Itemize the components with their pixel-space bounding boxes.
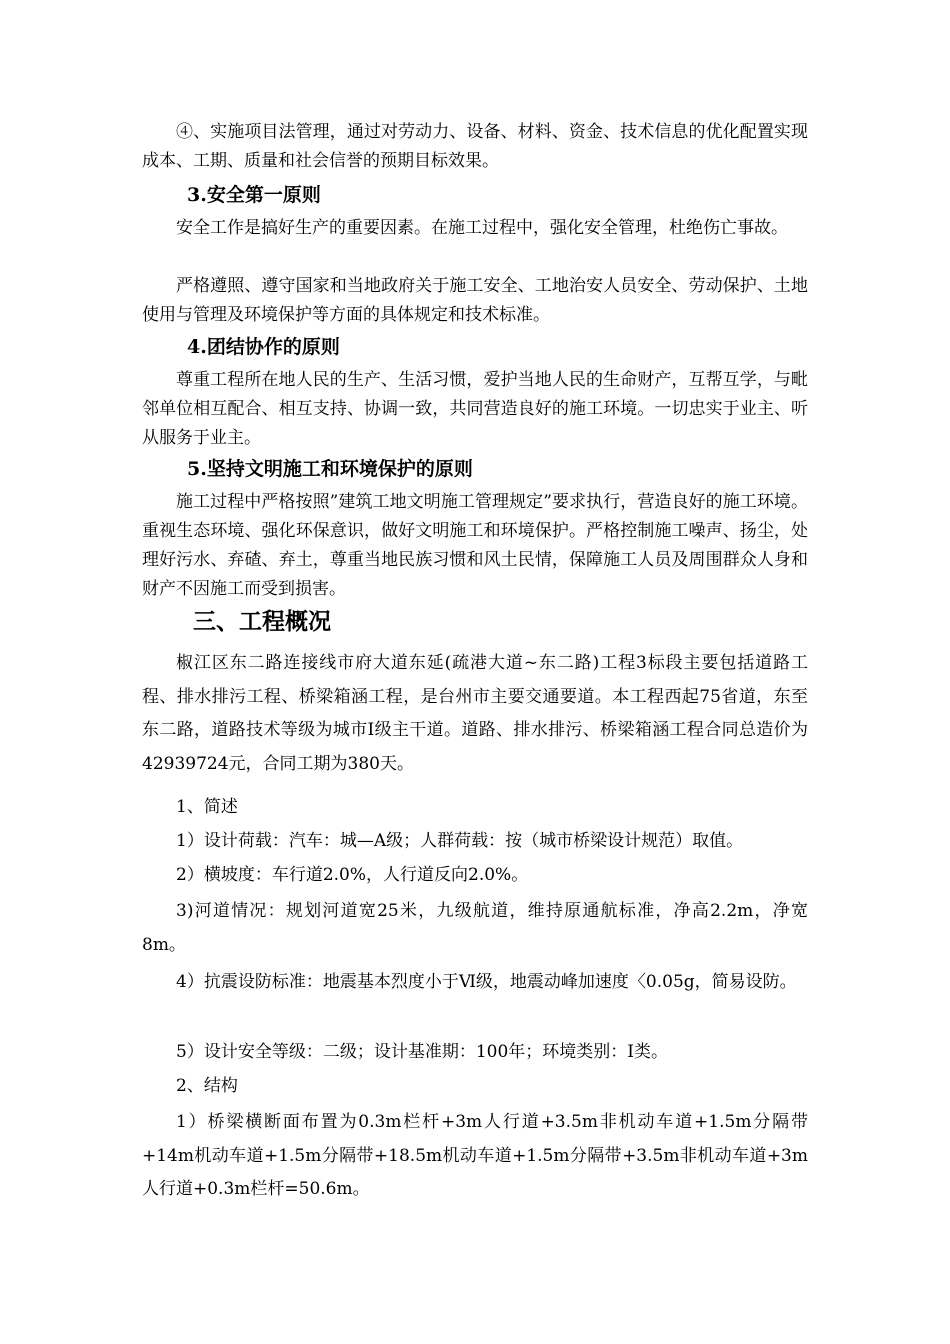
paragraph-seismic-standard: 4）抗震设防标准：地震基本烈度小于Ⅵ级，地震动峰加速度〈0.05g，简易设防。 — [176, 972, 797, 992]
paragraph-summary-title: 1、简述 — [176, 797, 238, 817]
paragraph-civilized-construction: 施工过程中严格按照”建筑工地文明施工管理规定”要求执行，营造良好的施工环境。重视生态环境、强化环保意识，做好文明施工和环境保护。严格控制施工噪声、扬尘，处理好污水、弃碴、弃土，尊重当地民族习惯和风土民情，保障施工人员及周围群众人身和财产不因施工而受到损害。 — [142, 492, 808, 599]
heading-project-overview: 三、工程概况 — [193, 608, 331, 635]
paragraph-project-overview: 椒江区东二路连接线市府大道东延(疏港大道~东二路)工程3标段主要包括道路工程、排水排污工程、桥梁箱涵工程，是台州市主要交通要道。本工程西起75省道，东至东二路，道路技术等级为城市Ⅰ级主干道。道路、排水排污、桥梁箱涵工程合同总造价为42939724元，合同工期为380天。 — [142, 653, 808, 774]
paragraph-structure-title: 2、结构 — [176, 1076, 238, 1096]
paragraph-project-management: ④、实施项目法管理，通过对劳动力、设备、材料、资金、技术信息的优化配置实现成本、工期、质量和社会信誉的预期目标效果。 — [142, 122, 808, 171]
paragraph-unity-cooperation: 尊重工程所在地人民的生产、生活习惯，爱护当地人民的生命财产，互帮互学，与毗邻单位相互配合、相互支持、协调一致，共同营造良好的施工环境。一切忠实于业主、听从服务于业主。 — [142, 370, 808, 448]
paragraph-cross-slope: 2）横坡度：车行道2.0%，人行道反向2.0%。 — [176, 865, 529, 885]
paragraph-design-load: 1）设计荷载：汽车：城—A级；人群荷载：按（城市桥梁设计规范）取值。 — [176, 831, 744, 851]
heading-civilized-construction: 5.坚持文明施工和环境保护的原则 — [187, 458, 473, 480]
paragraph-river-condition: 3)河道情况：规划河道宽25米，九级航道，维持原通航标准，净高2.2m，净宽8m。 — [142, 901, 808, 955]
paragraph-safety-grade: 5）设计安全等级：二级；设计基准期：100年；环境类别：Ⅰ类。 — [176, 1042, 668, 1062]
paragraph-safety-regulations: 严格遵照、遵守国家和当地政府关于施工安全、工地治安人员安全、劳动保护、土地使用与管理及环境保护等方面的具体规定和技术标准。 — [142, 276, 808, 325]
paragraph-bridge-cross-section: 1）桥梁横断面布置为0.3m栏杆+3m人行道+3.5m非机动车道+1.5m分隔带+14m机动车道+1.5m分隔带+18.5m机动车道+1.5m分隔带+3.5m非机动车道+3m人行道+0.3m栏杆=50.6m。 — [142, 1112, 808, 1199]
heading-unity-cooperation: 4.团结协作的原则 — [187, 336, 340, 358]
paragraph-safety-importance: 安全工作是搞好生产的重要因素。在施工过程中，强化安全管理，杜绝伤亡事故。 — [176, 218, 788, 238]
heading-safety-first: 3.安全第一原则 — [187, 184, 321, 206]
